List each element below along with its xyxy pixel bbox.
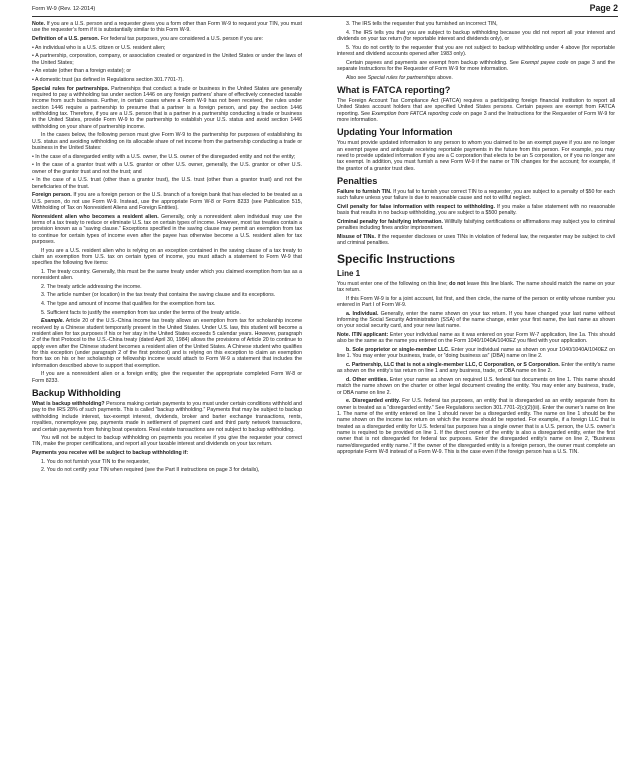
penalty-paragraph: Misuse of TINs. If the requester discloses or uses TINs in violation of federal law, the requester may be subject to civil and criminal penalties. — [337, 233, 615, 247]
backup-paragraph: What is backup withholding? Persons making certain payments to you must under certain conditions withhold and pay to the IRS 28% of such payments. This is called “backup withholding.” Payments that may be subject to backup withholding include interest, tax-exempt interest, dividends, broker and barter exchange transactions, rents, royalties, nonemployee pay, payments made in settlement of payment card and third party network transactions, and certain payments from fishing boat operators. Real estate transactions are not subject to backup withholding. — [32, 401, 302, 433]
special-cases-paragraph: In the cases below, the following person must give Form W-9 to the partnership for purposes of establishing its U.S. status and avoiding withholding on its allocable share of net income from the partnership conducting a trade or business in the United States: — [32, 132, 302, 151]
definition-paragraph: Definition of a U.S. person. For federal tax purposes, you are considered a U.S. person if you are: — [32, 35, 264, 42]
form-id: Form W-9 (Rev. 12-2014) — [32, 6, 96, 12]
exempt-paragraph: Certain payees and payments are exempt from backup withholding. See Exempt payee code on page 3 and the separate Instructions for the Requester of Form W-9 for more information. — [337, 59, 616, 72]
line1-heading: Line 1 — [337, 268, 361, 278]
page-header — [32, 3, 618, 17]
updating-heading: Updating Your Information — [337, 127, 453, 138]
nonresident-paragraph: Nonresident alien who becomes a resident alien. Generally, only a nonresident alien individual may use the terms of a tax treaty to reduce or eliminate U.S. tax on certain types of income. However, most tax treaties contain a provision known as a “saving clause.” Exceptions specified in the saving clause may permit an exemption from tax to continue for certain types of income even after the payee has otherwise become a U.S. resident alien for tax purposes. — [32, 213, 302, 245]
payments-item: 5. You do not certify to the requester that you are not subject to backup withholding under 4 above (for reportable interest and dividend accounts opened after 1983 only). — [337, 44, 615, 57]
backup-withholding-heading: Backup Withholding — [32, 388, 121, 399]
treaty-item: 3. The article number (or location) in the tax treaty that contains the saving clause and its exceptions. — [41, 292, 276, 299]
definition-bullet: • An individual who is a U.S. citizen or U.S. resident alien; — [32, 44, 166, 51]
penalty-paragraph: Civil penalty for false information with respect to withholding. If you make a false statement with no reasonable basis that results in no backup withholding, you are subject to a $500 penalty. — [337, 204, 615, 217]
updating-paragraph: You must provide updated information to any person to whom you claimed to be an exempt payee if you are no longer an exempt payee and anticipate receiving reportable payments in the future from this person. For example, you may need to provide updated information if you are a C corporation that elects to be an S corporation, or if you no longer are tax exempt. In addition, you must furnish a new Form W-9 if the name or TIN changes for the account; for example, if the grantor of a grantor trust dies. — [337, 140, 615, 172]
definition-bullet: • A partnership, corporation, company, or association created or organized in the United States or under the laws of the United States; — [32, 53, 302, 66]
treaty-item: 4. The type and amount of income that qualifies for the exemption from tax. — [41, 301, 216, 308]
also-see-paragraph: Also see Special rules for partnerships above. — [346, 74, 453, 81]
fatca-heading: What is FATCA reporting? — [337, 84, 451, 95]
backup-paragraph-2: You will not be subject to backup withholding on payments you receive if you give the requester your correct TIN, make the proper certifications, and report all your taxable interest and dividends on your tax return. — [32, 435, 302, 448]
definition-bullet: • A domestic trust (as defined in Regulations section 301.7701-7). — [32, 76, 184, 83]
individual-paragraph: a. Individual. Generally, enter the name shown on your tax return. If you have changed your last name without informing the Social Security Administration (SSA) of the name change, enter your first name, the last name as shown on your social security card, and your new last name. — [337, 310, 615, 330]
left-column — [32, 21, 302, 476]
treaty-item: 5. Sufficient facts to justify the exemption from tax under the terms of the treaty article. — [41, 309, 241, 316]
payments-item: 1. You do not furnish your TIN to the requester, — [41, 458, 150, 465]
special-rules-paragraph: Special rules for partnerships. Partnerships that conduct a trade or business in the United States are generally required to pay a withholding tax under section 1446 on any foreign partners’ share of effectively connected taxable income from such business. Further, in certain cases where a Form W-9 has not been received, the rules under section 1446 require a partnership to presume that a partner is a foreign person, and pay the section 1446 withholding tax. Therefore, if you are a U.S. person that is a partner in a partnership conducting a trade or business in the United States, provide Form W-9 to the partnership to establish your U.S. status and avoid section 1446 withholding on your share of partnership income. — [32, 85, 302, 130]
special-bullet: • In the case of a grantor trust with a U.S. grantor or other U.S. owner, generally, the U.S. grantor or other U.S. owner of the grantor trust and not the trust; and — [32, 162, 302, 175]
foreign-person-paragraph: Foreign person. If you are a foreign person or the U.S. branch of a foreign bank that has elected to be treated as a U.S. person, do not use Form W-9. Instead, use the appropriate Form W-8 or Form 8233 (see Publication 515, Withholding of Tax on Nonresident Aliens and Foreign Entities). — [32, 192, 302, 211]
special-bullet: • In the case of a disregarded entity with a U.S. owner, the U.S. owner of the disregarded entity and not the entity; — [32, 153, 296, 160]
payments-label: Payments you receive will be subject to backup withholding if: — [32, 450, 189, 457]
payments-item: 2. You do not certify your TIN when required (see the Part II instructions on page 3 for details), — [41, 467, 260, 474]
example-paragraph: Example. Article 20 of the U.S.-China income tax treaty allows an exemption from tax for scholarship income received by a Chinese student temporarily present in the United States. Under U.S. law, this student will become a resident alien for tax purposes if his or her stay in the United States exceeds 5 calendar years. However, paragraph 2 of the first Protocol to the U.S.-China treaty (dated April 30, 1984) allows the provisions of Article 20 to continue to apply even after the Chinese student becomes a resident alien of the United States. A Chinese student who qualifies for this exception (under paragraph 2 of the first protocol) and is relying on this exception to claim an exemption from tax on his or her scholarship or fellowship income would attach to Form W-9 a statement that includes the information described above to support that exemption. — [32, 318, 302, 369]
partnership-paragraph: c. Partnership, LLC that is not a single-member LLC, C Corporation, or S Corporation. Enter the entity’s name as shown on the entity’s tax return on line 1 and any business, trade, or DBA name on line 2. — [337, 361, 615, 375]
disregarded-entity-paragraph: e. Disregarded entity. For U.S. federal tax purposes, an entity that is disregarded as an entity separate from its owner is treated as a “disregarded entity.” See Regulations section 301.7701-2(c)(2)(iii). Enter the owner’s name on line 1. The name of the entity entered on line 1 should never be a disregarded entity. The name on line 1 should be the name shown on the income tax return on which the income should be reported. For example, if a foreign LLC that is treated as a disregarded entity for U.S. federal tax purposes has a single owner that is a U.S. person, the U.S. owner’s name is required to be provided on line 1. If the direct owner of the entity is also a disregarded entity, enter the first owner that is not disregarded for federal tax purposes. Enter the disregarded entity’s name on line 2, “Business name/disregarded entity name.” If the owner of the disregarded entity is a foreign person, the owner must complete an appropriate Form W-8 instead of a Form W-9. This is the case even if the foreign person has a U.S. TIN. — [337, 398, 615, 455]
nonresident-paragraph-2: If you are a U.S. resident alien who is relying on an exception contained in the saving clause of a tax treaty to claim an exemption from U.S. tax on certain types of income, you must attach a statement to Form W-9 that specifies the following five items: — [32, 247, 302, 267]
page-number: Page 2 — [589, 3, 618, 13]
fatca-paragraph: The Foreign Account Tax Compliance Act (FATCA) requires a participating foreign financial institution to report all United States account holders that are specified United States persons. Certain payees are exempt from FATCA reporting. See Exemption from FATCA reporting code on page 3 and the Instructions for the Requester of Form W-9 for more information. — [337, 97, 615, 123]
line1-paragraph: You must enter one of the following on this line; do not leave this line blank. The name should match the name on your tax return. — [337, 280, 615, 294]
special-bullet: • In the case of a U.S. trust (other than a grantor trust), the U.S. trust (other than a grantor trust) and not the beneficiaries of the trust. — [32, 177, 302, 190]
sole-proprietor-paragraph: b. Sole proprietor or single-member LLC. Enter your individual name as shown on your 1040/1040A/1040EZ on line 1. You may enter your business, trade, or “doing business as” (DBA) name on line 2. — [337, 346, 616, 360]
other-entities-paragraph: d. Other entities. Enter your name as shown on required U.S. federal tax documents on line 1. This name should match the name shown on the charter or other legal document creating the entity. You may enter any business, trade, or DBA name on line 2. — [337, 376, 615, 396]
treaty-item: 2. The treaty article addressing the income. — [41, 283, 142, 290]
itin-paragraph: Note. ITIN applicant: Enter your individual name as it was entered on your Form W-7 application, line 1a. This should also be the same as the name you entered on the Form 1040/1040A/1040EZ you filed with your application. — [337, 331, 615, 345]
definition-bullet: • An estate (other than a foreign estate); or — [32, 68, 132, 75]
penalty-paragraph: Failure to furnish TIN. If you fail to furnish your correct TIN to a requester, you are subject to a penalty of $50 for each such failure unless your failure is due to reasonable cause and not to willful neglect. — [337, 189, 615, 202]
penalty-paragraph: Criminal penalty for falsifying information. Willfully falsifying certifications or affirmations may subject you to criminal penalties including fines and/or imprisonment. — [337, 219, 615, 232]
specific-instructions-heading: Specific Instructions — [337, 251, 456, 266]
note-paragraph: Note. If you are a U.S. person and a requester gives you a form other than Form W-9 to request your TIN, you must use the requester’s form if it is substantially similar to this Form W-9. — [32, 21, 302, 34]
line1-paragraph-2: If this Form W-9 is for a joint account, list first, and then circle, the name of the person or entity whose number you entered in Part I of Form W-9. — [337, 295, 615, 308]
payments-item: 4. The IRS tells you that you are subject to backup withholding because you did not report all your interest and dividends on your tax return (for reportable interest and dividends only), or — [337, 29, 615, 42]
treaty-item: 1. The treaty country. Generally, this must be the same treaty under which you claimed exemption from tax as a nonresident alien. — [32, 268, 302, 282]
right-column — [337, 21, 615, 458]
penalties-heading: Penalties — [337, 176, 378, 187]
example-paragraph-2: If you are a nonresident alien or a foreign entity, give the requester the appropriate completed Form W-8 or Form 8233. — [32, 371, 302, 384]
payments-item: 3. The IRS tells the requester that you furnished an incorrect TIN, — [346, 21, 498, 27]
